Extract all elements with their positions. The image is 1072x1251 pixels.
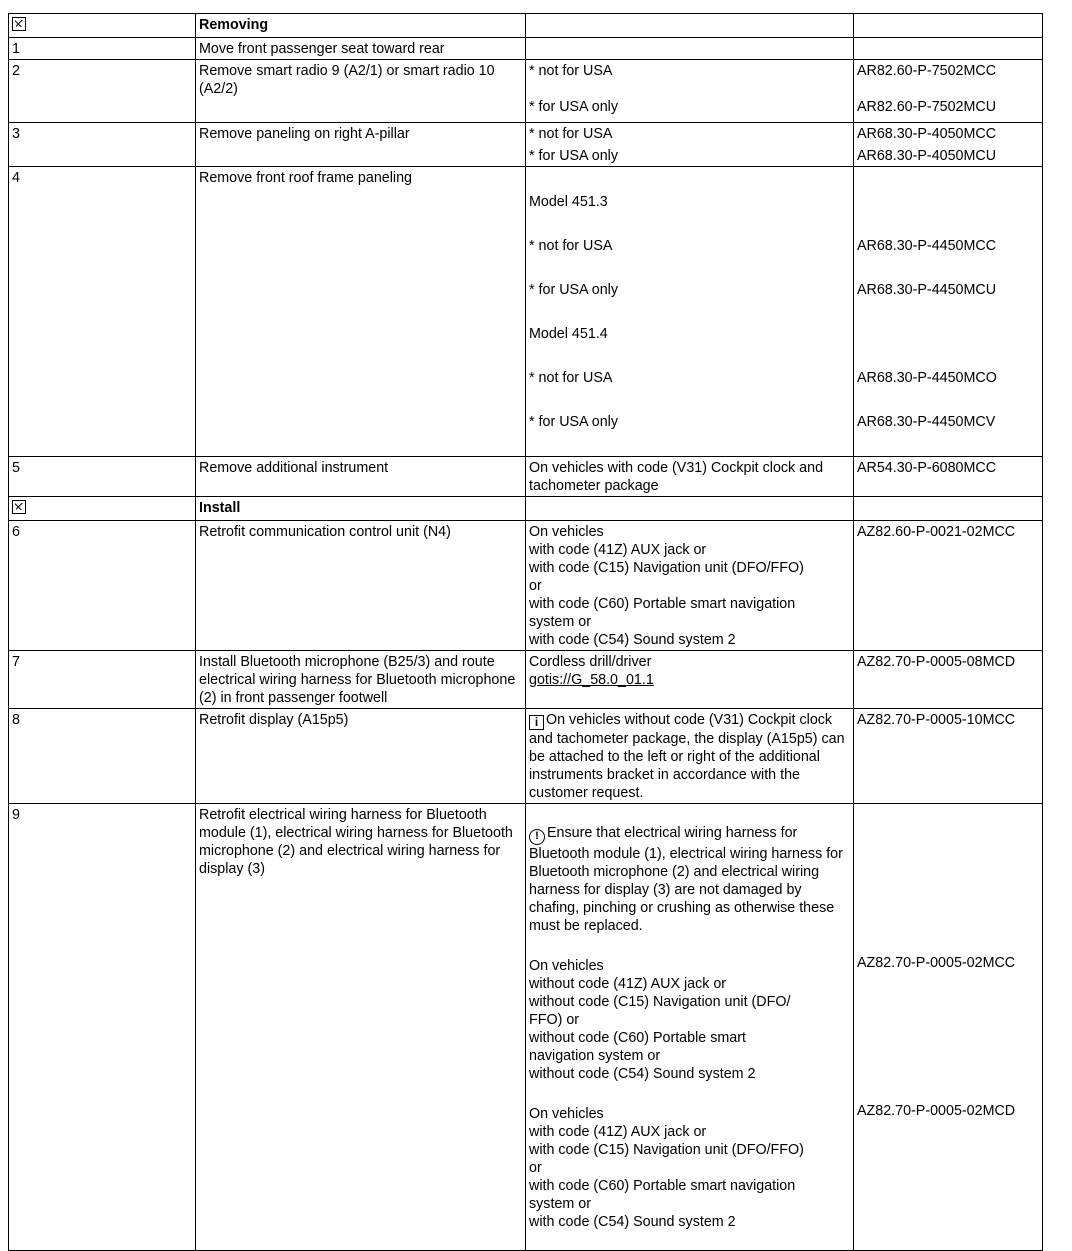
table-row (9, 123, 1043, 167)
step-number: 9 (9, 804, 196, 1251)
condition: On vehicles with code (41Z) AUX jack or with code (C15) Navigation unit (DFO/FFO) or with code (C60) Portable smart navigation system or with code (C54) Sound system 2 (526, 521, 854, 651)
section-icon-cell (9, 497, 196, 521)
step-action: Move front passenger seat toward rear (196, 38, 526, 60)
condition: * not for USA (529, 126, 613, 142)
model-label: Model 451.3 (529, 194, 608, 210)
section-icon-cell (9, 14, 196, 38)
condition: * for USA only (529, 99, 618, 115)
step-action: Remove paneling on right A-pillar (196, 123, 526, 167)
wrench-tools-icon (12, 500, 26, 514)
condition: * not for USA (529, 238, 613, 254)
reference-link[interactable]: AR68.30-P-4450MCV (857, 414, 996, 430)
step-action: Remove smart radio 9 (A2/1) or smart radio 10 (A2/2) (196, 60, 526, 123)
condition: On vehicles without code (41Z) AUX jack or without code (C15) Navigation unit (DFO/ FFO) or without code (C60) Portable smart navigation system or without code (C54) Sound system 2 (529, 958, 791, 1082)
section-title: Removing (196, 14, 526, 38)
section-title: Install (196, 497, 526, 521)
table-row (9, 521, 1043, 651)
note-text: Ensure that electrical wiring harness for Bluetooth module (1), electrical wiring harness for Bluetooth microphone (2) and electrical wiring harness for display (3) are not damaged by chafing, pinching or crushing as otherwise these must be replaced. (529, 825, 843, 934)
table-row (9, 709, 1043, 804)
table-row (9, 651, 1043, 709)
table-row (9, 38, 1043, 60)
reference-link[interactable]: AR68.30-P-4450MCO (857, 370, 997, 386)
reference-link[interactable]: AZ82.70-P-0005-02MCD (857, 1103, 1016, 1119)
step-number: 1 (9, 38, 196, 60)
info-icon: i (529, 715, 544, 730)
condition: * not for USA (529, 370, 613, 386)
reference-link[interactable]: AR68.30-P-4450MCC (857, 238, 997, 254)
step-number: 3 (9, 123, 196, 167)
step-action: Remove additional instrument (196, 457, 526, 497)
model-label: Model 451.4 (529, 326, 608, 342)
step-number: 7 (9, 651, 196, 709)
reference-link[interactable]: AR68.30-P-4050MCU (857, 148, 997, 164)
reference-link[interactable]: AZ82.60-P-0021-02MCC (854, 521, 1043, 651)
step-action: Remove front roof frame paneling (196, 167, 526, 457)
condition: On vehicles with code (41Z) AUX jack or with code (C15) Navigation unit (DFO/FFO) or with code (C60) Portable smart navigation system or with code (C54) Sound system 2 (529, 1106, 804, 1230)
step-action: Retrofit communication control unit (N4) (196, 521, 526, 651)
condition: On vehicles with code (V31) Cockpit clock and tachometer package (526, 457, 854, 497)
condition: * not for USA (529, 63, 613, 79)
tool-link[interactable]: gotis://G_58.0_01.1 (529, 672, 654, 688)
reference-link[interactable]: AR82.60-P-7502MCC (857, 63, 997, 79)
caution-icon: ! (529, 829, 545, 845)
table-row (9, 457, 1043, 497)
condition: * for USA only (529, 414, 618, 430)
reference-link[interactable]: AR54.30-P-6080MCC (854, 457, 1043, 497)
tool-name: Cordless drill/driver (529, 654, 652, 670)
step-number: 5 (9, 457, 196, 497)
reference-link[interactable]: AR68.30-P-4050MCC (857, 126, 997, 142)
section-row-install (9, 497, 1043, 521)
table-row (9, 804, 1043, 1251)
reference-link[interactable]: AR82.60-P-7502MCU (857, 99, 997, 115)
reference-link[interactable]: AZ82.70-P-0005-10MCC (854, 709, 1043, 804)
section-row-removing (9, 14, 1043, 38)
step-number: 6 (9, 521, 196, 651)
table-row (9, 167, 1043, 457)
step-number: 4 (9, 167, 196, 457)
step-action: Retrofit display (A15p5) (196, 709, 526, 804)
step-number: 8 (9, 709, 196, 804)
reference-link[interactable]: AZ82.70-P-0005-08MCD (854, 651, 1043, 709)
step-action: Install Bluetooth microphone (B25/3) and route electrical wiring harness for Bluetooth microphone (2) in front passenger footwell (196, 651, 526, 709)
procedure-table (8, 13, 1043, 1251)
condition: * for USA only (529, 282, 618, 298)
reference-link[interactable]: AZ82.70-P-0005-02MCC (857, 955, 1016, 971)
step-action: Retrofit electrical wiring harness for Bluetooth module (1), electrical wiring harness for Bluetooth microphone (2) and electrical wiring harness for display (3) (196, 804, 526, 1251)
wrench-tools-icon (12, 17, 26, 31)
step-number: 2 (9, 60, 196, 123)
condition: * for USA only (529, 148, 618, 164)
reference-link[interactable]: AR68.30-P-4450MCU (857, 282, 997, 298)
table-row (9, 60, 1043, 123)
note-text: On vehicles without code (V31) Cockpit clock and tachometer package, the display (A15p5) can be attached to the left or right of the additional instruments bracket in accordance with the customer request. (529, 712, 845, 801)
